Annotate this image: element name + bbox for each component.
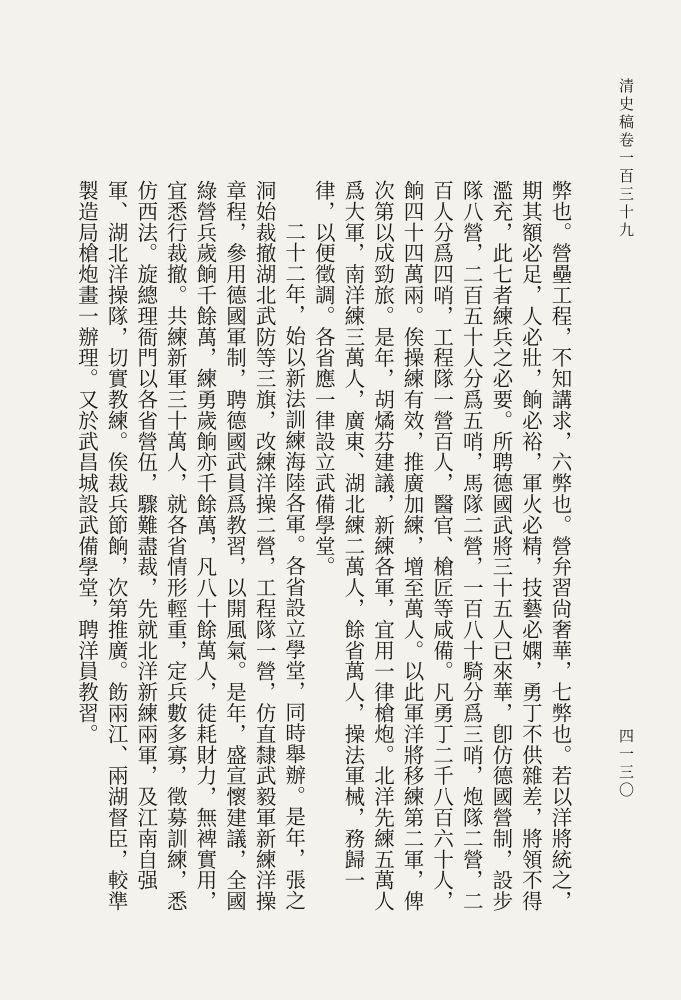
paragraph-2: 二十二年，始以新法訓練海陸各軍。各省設立學堂，同時舉辦。是年，張之洞始裁撤湖北武防等三旗，改練洋操二營，工程隊一營，仿直隸武毅軍新練洋操章程，參用德國軍制，聘德國武員爲教習，以開風氣。是年，盛宣懷建議，全國綠營兵歲餉千餘萬，練勇歲餉亦千餘萬，凡八十餘萬人，徒耗財力，無裨實用，宜悉行裁撤。共練新軍三十萬人，就各省情形輕重，定兵數多寡，徵募訓練，悉仿西法。旋總理衙門以各省營伍，驟難盡裁，先就北洋新練兩軍，及江南自强軍、湖北洋操隊，切實教練。俟裁兵節餉，次第推廣。飭兩江、兩湖督臣，較準製造局槍炮畫一辦理。又於武昌城設武備學堂，聘洋員教習。 — [74, 180, 306, 912]
running-header-title: 清史稿卷一百三十九 — [617, 78, 635, 240]
page-number: 四一三〇 — [617, 728, 635, 800]
paragraph-1: 弊也。營壘工程，不知講求，六弊也。營弁習尙奢華，七弊也。若以洋將統之，期其額必足，人必壯，餉必裕，軍火必精，技藝必嫻，勇丁不供雜差，將領不得濫充，此七者練兵之必要。所聘德國武將三十五人已來華，卽仿德國營制，設步隊八營，二百五十人分爲五哨，馬隊二營，一百八十騎分爲三哨，炮隊二營，二百人分爲四哨，工程隊一營百人，醫官、槍匠等咸備。凡勇丁二千八百六十人，餉四十四萬兩。俟操練有效，推廣加練，增至萬人。以此軍洋將移練第二軍，俾次第以成勁旅。是年，胡燏芬建議，新練各軍，宜用一律槍炮。北洋先練五萬人爲大軍，南洋練三萬人，廣東、湖北練二萬人，餘省萬人，操法軍械，務歸一律，以便徵調。各省應一律設立武備學堂。 — [311, 180, 572, 912]
body-text — [74, 180, 574, 920]
